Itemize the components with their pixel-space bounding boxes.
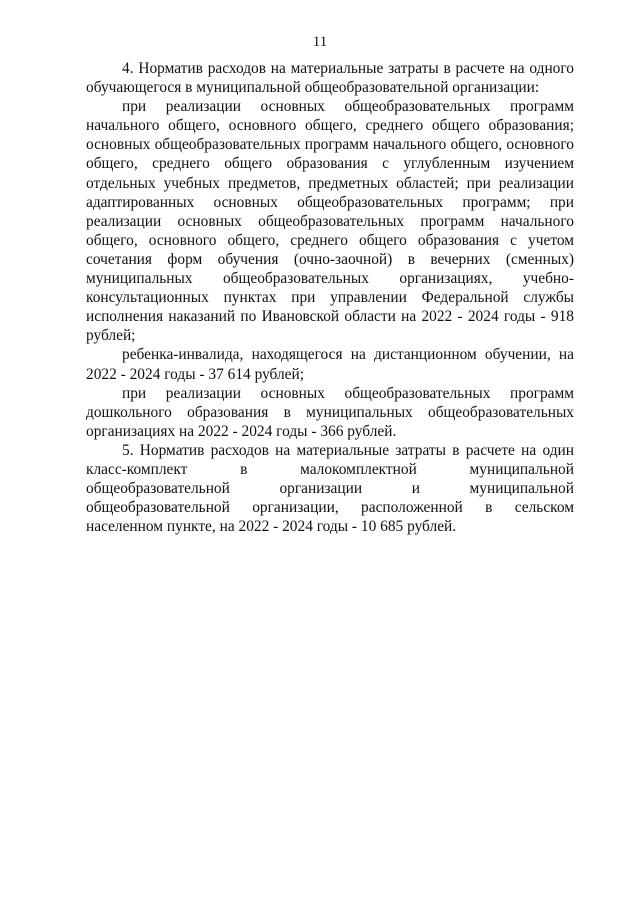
paragraph-preschool-programs: при реализации основных общеобразовательных программ дошкольного образования в муниципальных общеобразовательных организациях на 2022 - 2024 годы - 366 рублей. (86, 384, 574, 440)
page-number: 11 (312, 34, 328, 50)
paragraph-disabled-child-distance-learning: ребенка-инвалида, находящегося на дистанционном обучении, на 2022 - 2024 годы - 37 614 рублей; (86, 346, 574, 383)
paragraph-norm-5-class-set: 5. Норматив расходов на материальные затраты в расчете на один класс-комплект в малокомплектной муниципальной общеобразовательной организации и муниципальной общеобразовательной организации, расположенной в сельском населенном пункте, на 2022 - 2024 годы - 10 685 рублей. (86, 441, 574, 536)
paragraph-general-education-programs: при реализации основных общеобразовательных программ начального общего, основного общего, среднего общего образования; основных общеобразовательных программ начального общего, основного общего, среднего общего образования с углубленным изучением отдельных учебных предметов, предметных областей; при реализации адаптированных основных общеобразовательных программ; при реализации основных общеобразовательных программ начального общего, основного общего, среднего общего образования с учетом сочетания форм обучения (очно-заочной) в вечерних (сменных) муниципальных общеобразовательных организациях, учебно-консультационных пунктах при управлении Федеральной службы исполнения наказаний по Ивановской области на 2022 - 2024 годы - 918 рублей; (86, 98, 574, 345)
paragraph-norm-4-intro: 4. Норматив расходов на материальные затраты в расчете на одного обучающегося в муниципальной общеобразовательной организации: (86, 60, 574, 97)
document-body (86, 59, 574, 536)
